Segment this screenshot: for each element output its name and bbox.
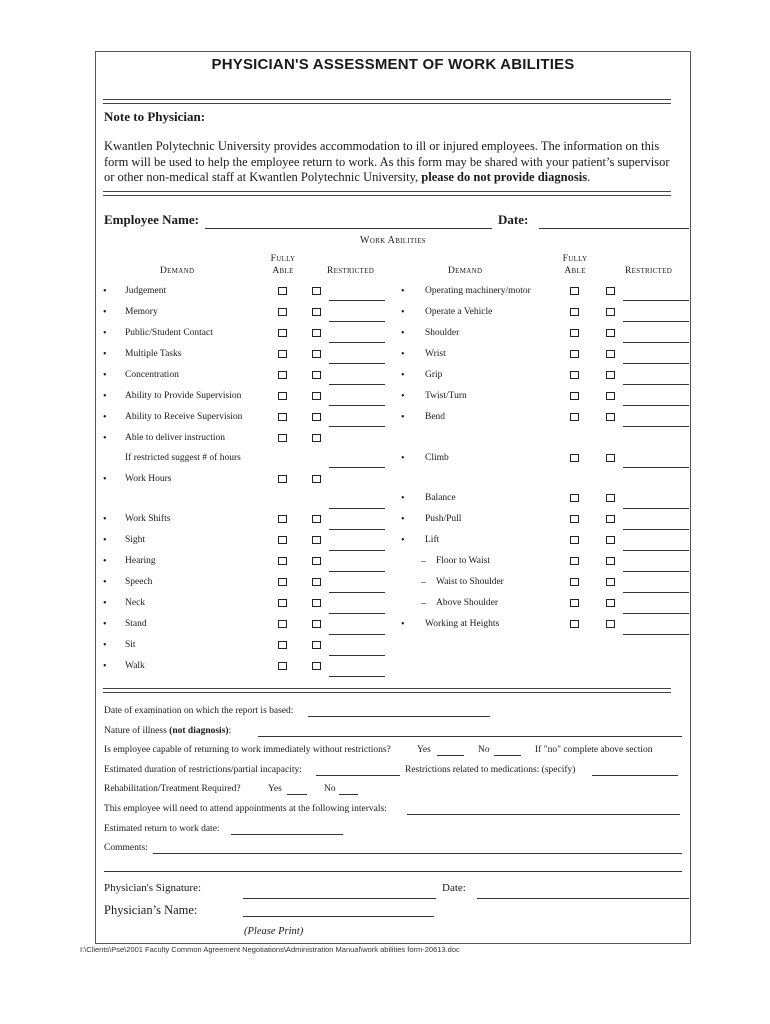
rehab-yes-field[interactable] <box>287 794 307 795</box>
restricted-checkbox[interactable] <box>312 515 321 523</box>
restricted-line[interactable] <box>623 529 689 530</box>
restricted-checkbox[interactable] <box>606 599 615 607</box>
divider-note <box>103 191 671 196</box>
demand-label: Lift <box>425 535 440 545</box>
list-bullet: • <box>401 493 405 504</box>
restricted-checkbox[interactable] <box>312 371 321 379</box>
restricted-checkbox[interactable] <box>606 371 615 379</box>
fully-able-checkbox[interactable] <box>570 454 579 462</box>
note-paragraph: Kwantlen Polytechnic University provides accommodation to ill or injured employees. The information on this form will be used to help the employee return to work. As this form may be shared with your patient’s supervisor or other non-medical staff at Kwantlen Polytechnic University, please do not provide diagnosis. <box>104 139 670 184</box>
rehab-no-field[interactable] <box>339 794 358 795</box>
list-bullet: • <box>103 640 107 651</box>
fully-able-checkbox[interactable] <box>278 557 287 565</box>
list-bullet: • <box>401 535 405 546</box>
fully-able-checkbox[interactable] <box>570 392 579 400</box>
list-bullet: • <box>103 577 107 588</box>
restricted-line[interactable] <box>623 342 689 343</box>
demand-label: Above Shoulder <box>436 598 499 608</box>
illness-label: Nature of illness (not diagnosis): <box>104 726 232 736</box>
list-bullet: • <box>103 370 107 381</box>
demand-label: If restricted suggest # of hours <box>125 453 241 463</box>
restricted-line[interactable] <box>623 300 689 301</box>
list-bullet: • <box>401 349 405 360</box>
restricted-checkbox[interactable] <box>312 599 321 607</box>
illness-field[interactable] <box>258 736 682 737</box>
list-bullet: • <box>103 556 107 567</box>
footer-file-path: I:\Clients\Pse\2001 Faculty Common Agreement Negotiations\Administration Manual\work abilities form-20613.doc <box>80 945 460 954</box>
restricted-line[interactable] <box>623 571 689 572</box>
list-bullet: • <box>401 328 405 339</box>
restricted-line[interactable] <box>623 363 689 364</box>
restricted-line[interactable] <box>623 592 689 593</box>
fully-able-checkbox[interactable] <box>570 350 579 358</box>
restricted-line[interactable] <box>623 384 689 385</box>
duration-field[interactable] <box>316 775 400 776</box>
restricted-checkbox[interactable] <box>312 308 321 316</box>
demand-label: Work Shifts <box>125 514 171 524</box>
rehab-label: Rehabilitation/Treatment Required? <box>104 784 241 794</box>
list-bullet: • <box>401 370 405 381</box>
demand-label: Able to deliver instruction <box>125 433 225 443</box>
physician-name-label: Physician’s Name: <box>104 903 198 917</box>
list-bullet: – <box>421 598 426 609</box>
list-bullet: • <box>401 412 405 423</box>
return-date-label: Estimated return to work date: <box>104 824 220 834</box>
restricted-line[interactable] <box>329 384 385 385</box>
restricted-checkbox[interactable] <box>312 620 321 628</box>
col-fully-right: Fully <box>562 254 588 264</box>
fully-able-checkbox[interactable] <box>278 641 287 649</box>
fully-able-checkbox[interactable] <box>570 287 579 295</box>
list-bullet: • <box>103 286 107 297</box>
comments-field-1[interactable] <box>153 853 682 854</box>
exam-date-field[interactable] <box>308 716 490 717</box>
list-bullet: • <box>401 307 405 318</box>
restricted-line[interactable] <box>329 676 385 677</box>
restricted-line[interactable] <box>329 363 385 364</box>
list-bullet: • <box>103 307 107 318</box>
restricted-checkbox[interactable] <box>606 454 615 462</box>
please-print-note: (Please Print) <box>244 926 304 937</box>
comments-label: Comments: <box>104 843 148 853</box>
form-title: PHYSICIAN'S ASSESSMENT OF WORK ABILITIES <box>211 56 575 73</box>
divider-lower <box>103 688 671 693</box>
demand-label: Concentration <box>125 370 179 380</box>
restricted-checkbox[interactable] <box>312 641 321 649</box>
col-able-left: Able <box>272 266 294 276</box>
demand-label: Climb <box>425 453 449 463</box>
demand-label: Speech <box>125 577 153 587</box>
list-bullet: – <box>421 556 426 567</box>
capable-yes-field[interactable] <box>437 755 464 756</box>
list-bullet: • <box>401 619 405 630</box>
fully-able-checkbox[interactable] <box>570 494 579 502</box>
divider-top <box>103 99 671 104</box>
fully-able-checkbox[interactable] <box>278 371 287 379</box>
fully-able-checkbox[interactable] <box>278 515 287 523</box>
list-bullet: • <box>401 514 405 525</box>
demand-label: Grip <box>425 370 443 380</box>
duration-label: Estimated duration of restrictions/partial incapacity: <box>104 765 302 775</box>
restricted-line[interactable] <box>329 655 385 656</box>
demand-label: Push/Pull <box>425 514 462 524</box>
employee-name-label: Employee Name: <box>104 212 199 227</box>
restricted-line[interactable] <box>329 426 385 427</box>
restricted-checkbox[interactable] <box>606 329 615 337</box>
rehab-no-label: No <box>324 784 336 794</box>
list-bullet: – <box>421 577 426 588</box>
appointments-label: This employee will need to attend appointments at the following intervals: <box>104 804 387 814</box>
restricted-line[interactable] <box>623 550 689 551</box>
fully-able-checkbox[interactable] <box>570 371 579 379</box>
restricted-line[interactable] <box>623 426 689 427</box>
restricted-line[interactable] <box>329 634 385 635</box>
demand-label: Public/Student Contact <box>125 328 213 338</box>
restricted-checkbox[interactable] <box>312 350 321 358</box>
restricted-line[interactable] <box>329 550 385 551</box>
demand-label: Stand <box>125 619 147 629</box>
col-restricted-left: Restricted <box>327 266 375 276</box>
capable-yes-label: Yes <box>417 745 431 755</box>
restricted-checkbox[interactable] <box>606 494 615 502</box>
fully-able-checkbox[interactable] <box>278 599 287 607</box>
meds-field[interactable] <box>592 775 678 776</box>
restricted-line[interactable] <box>329 529 385 530</box>
capable-no-field[interactable] <box>494 755 521 756</box>
rehab-yes-label: Yes <box>268 784 282 794</box>
restricted-line[interactable] <box>329 342 385 343</box>
restricted-line[interactable] <box>329 613 385 614</box>
restricted-line[interactable] <box>329 571 385 572</box>
restricted-checkbox[interactable] <box>606 557 615 565</box>
list-bullet: • <box>401 286 405 297</box>
fully-able-checkbox[interactable] <box>278 392 287 400</box>
list-bullet: • <box>103 514 107 525</box>
list-bullet: • <box>103 661 107 672</box>
col-restricted-right: Restricted <box>625 266 673 276</box>
note-line-1: Kwantlen Polytechnic University provides accommodation to ill or injured employees. The information on this <box>104 139 660 153</box>
appointments-field[interactable] <box>407 814 680 815</box>
restricted-line[interactable] <box>623 321 689 322</box>
signature-date-label: Date: <box>442 882 466 894</box>
physician-name-field[interactable] <box>243 916 434 917</box>
fully-able-checkbox[interactable] <box>278 287 287 295</box>
fully-able-checkbox[interactable] <box>278 536 287 544</box>
demand-label: Waist to Shoulder <box>436 577 504 587</box>
restricted-checkbox[interactable] <box>606 515 615 523</box>
fully-able-checkbox[interactable] <box>278 308 287 316</box>
list-bullet: • <box>103 391 107 402</box>
fully-able-checkbox[interactable] <box>570 308 579 316</box>
note-no-diagnosis: please do not provide diagnosis <box>421 170 588 184</box>
demand-label: Operate a Vehicle <box>425 307 493 317</box>
comments-field-2[interactable] <box>104 871 682 872</box>
signature-date-field[interactable] <box>477 898 689 899</box>
demand-label: Operating machinery/motor <box>425 286 531 296</box>
fully-able-checkbox[interactable] <box>570 515 579 523</box>
fully-able-checkbox[interactable] <box>570 599 579 607</box>
fully-able-checkbox[interactable] <box>278 662 287 670</box>
fully-able-checkbox[interactable] <box>278 329 287 337</box>
demand-label: Bend <box>425 412 446 422</box>
fully-able-checkbox[interactable] <box>570 536 579 544</box>
list-bullet: • <box>103 328 107 339</box>
restricted-line[interactable] <box>329 467 385 468</box>
demand-label: Judgement <box>125 286 167 296</box>
demand-label: Sight <box>125 535 146 545</box>
demand-label: Balance <box>425 493 456 503</box>
list-bullet: • <box>103 535 107 546</box>
restricted-checkbox[interactable] <box>606 620 615 628</box>
restricted-checkbox[interactable] <box>312 475 321 483</box>
employee-name-field[interactable] <box>205 228 492 229</box>
list-bullet: • <box>103 349 107 360</box>
date-field[interactable] <box>539 228 689 229</box>
restricted-line[interactable] <box>329 508 385 509</box>
fully-able-checkbox[interactable] <box>570 620 579 628</box>
demand-label: Hearing <box>125 556 156 566</box>
demand-label: Wrist <box>425 349 446 359</box>
demand-label: Neck <box>125 598 146 608</box>
fully-able-checkbox[interactable] <box>570 413 579 421</box>
restricted-line[interactable] <box>623 634 689 635</box>
restricted-checkbox[interactable] <box>312 287 321 295</box>
list-bullet: • <box>103 412 107 423</box>
restricted-checkbox[interactable] <box>606 536 615 544</box>
fully-able-checkbox[interactable] <box>278 413 287 421</box>
note-line-3: or other non-medical staff at Kwantlen Polytechnic University, <box>104 170 422 184</box>
restricted-checkbox[interactable] <box>606 350 615 358</box>
illness-not-diagnosis: (not diagnosis) <box>169 726 229 736</box>
fully-able-checkbox[interactable] <box>570 557 579 565</box>
demand-label: Multiple Tasks <box>125 349 182 359</box>
fully-able-checkbox[interactable] <box>570 578 579 586</box>
restricted-checkbox[interactable] <box>606 308 615 316</box>
restricted-checkbox[interactable] <box>312 329 321 337</box>
signature-field[interactable] <box>243 898 436 899</box>
restricted-checkbox[interactable] <box>606 578 615 586</box>
restricted-line[interactable] <box>623 508 689 509</box>
list-bullet: • <box>401 453 405 464</box>
list-bullet: • <box>401 391 405 402</box>
demand-label: Working at Heights <box>425 619 500 629</box>
list-bullet: • <box>103 598 107 609</box>
if-no-note: If "no" complete above section <box>535 745 653 755</box>
fully-able-checkbox[interactable] <box>278 434 287 442</box>
list-bullet: • <box>103 474 107 485</box>
demand-label: Memory <box>125 307 158 317</box>
col-fully-left: Fully <box>270 254 296 264</box>
capable-no-label: No <box>478 745 490 755</box>
date-label: Date: <box>498 212 529 227</box>
list-bullet: • <box>103 619 107 630</box>
signature-label: Physician's Signature: <box>104 882 202 894</box>
meds-label: Restrictions related to medications: (specify) <box>405 765 576 775</box>
restricted-line[interactable] <box>329 592 385 593</box>
demand-label: Twist/Turn <box>425 391 467 401</box>
restricted-checkbox[interactable] <box>312 662 321 670</box>
restricted-line[interactable] <box>623 405 689 406</box>
restricted-checkbox[interactable] <box>606 413 615 421</box>
demand-label: Shoulder <box>425 328 460 338</box>
work-abilities-heading: Work Abilities <box>360 235 426 246</box>
note-heading: Note to Physician: <box>104 109 206 124</box>
return-date-field[interactable] <box>231 834 343 835</box>
restricted-line[interactable] <box>623 613 689 614</box>
fully-able-checkbox[interactable] <box>278 620 287 628</box>
restricted-checkbox[interactable] <box>606 392 615 400</box>
col-demand-left: Demand <box>160 266 195 276</box>
restricted-checkbox[interactable] <box>312 536 321 544</box>
note-line-2: form will be used to help the employee return to work. As this form may be shared with your patient’s supervisor <box>104 154 670 169</box>
restricted-checkbox[interactable] <box>312 434 321 442</box>
restricted-checkbox[interactable] <box>312 413 321 421</box>
fully-able-checkbox[interactable] <box>278 350 287 358</box>
restricted-line[interactable] <box>329 300 385 301</box>
demand-label: Sit <box>125 640 136 650</box>
fully-able-checkbox[interactable] <box>278 578 287 586</box>
restricted-line[interactable] <box>329 321 385 322</box>
list-bullet: • <box>103 433 107 444</box>
col-demand-right: Demand <box>448 266 483 276</box>
capable-question: Is employee capable of returning to work immediately without restrictions? <box>104 745 391 755</box>
restricted-checkbox[interactable] <box>312 392 321 400</box>
restricted-checkbox[interactable] <box>606 287 615 295</box>
restricted-line[interactable] <box>623 467 689 468</box>
demand-label: Floor to Waist <box>436 556 490 566</box>
fully-able-checkbox[interactable] <box>570 329 579 337</box>
col-able-right: Able <box>564 266 586 276</box>
restricted-line[interactable] <box>329 405 385 406</box>
demand-label: Ability to Receive Supervision <box>125 412 243 422</box>
restricted-checkbox[interactable] <box>312 578 321 586</box>
fully-able-checkbox[interactable] <box>278 475 287 483</box>
restricted-checkbox[interactable] <box>312 557 321 565</box>
exam-date-label: Date of examination on which the report is based: <box>104 706 294 716</box>
demand-label: Ability to Provide Supervision <box>125 391 242 401</box>
demand-label: Work Hours <box>125 474 172 484</box>
demand-label: Walk <box>125 661 145 671</box>
